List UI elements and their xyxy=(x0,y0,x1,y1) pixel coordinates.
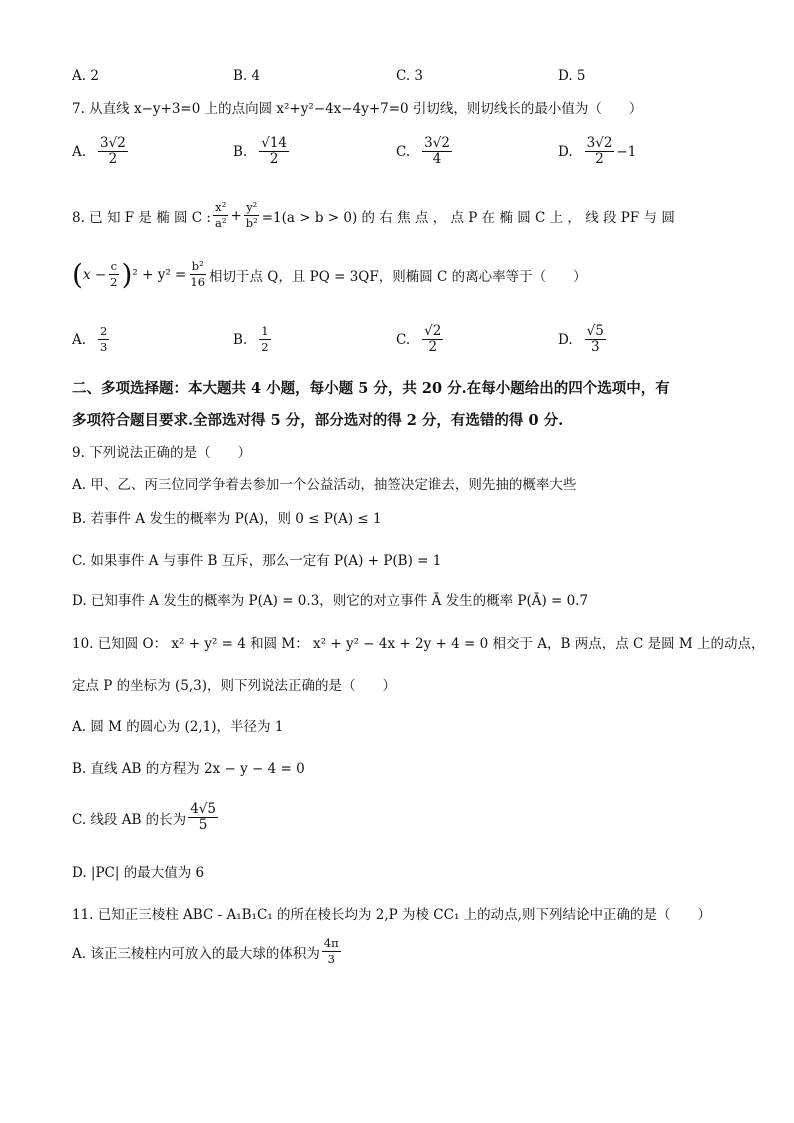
q8-option-a: A. $\frac{2}{3}$ xyxy=(72,324,108,354)
q10-option-c: C. 线段 AB 的长为 $\frac{4√5}{5}$ xyxy=(72,801,216,833)
section-heading-line2: 多项符合题目要求.全部选对得 5 分，部分选对的得 2 分，有选错的得 0 分. xyxy=(72,412,564,429)
q8-x2-over-a2: $\frac{\text{x²}}{\text{a²}}$ xyxy=(214,200,227,230)
q10-line2: 定点 P 的坐标为 (5,3)，则下列说法正确的是（ ） xyxy=(72,678,396,694)
q11-stem: 11. 已知正三棱柱 ABC - A₁B₁C₁ 的所在棱长均为 2,P 为棱 CC₁ 上的动点,则下列结论中正确的是（ ） xyxy=(72,907,711,923)
q7-option-b: B. $\frac{√14}{2}$ xyxy=(233,135,287,167)
q8-b2-over-16: $\frac{\text{b²}}{16}$ xyxy=(190,259,206,289)
q10-option-d: D. |PC| 的最大值为 6 xyxy=(72,865,205,881)
q8-y2-over-b2: $\frac{\text{y²}}{\text{b²}}$ xyxy=(245,200,258,230)
q6-option-b: B. 4 xyxy=(233,68,261,84)
q6-option-a: A. 2 xyxy=(72,68,99,84)
q9-option-d: D. 已知事件 A 发生的概率为 P(A) = 0.3，则它的对立事件 Ā 发生的概率 P(Ā) = 0.7 xyxy=(72,593,589,609)
q9-option-c: C. 如果事件 A 与事件 B 互斥，那么一定有 P(A) + P(B) = 1 xyxy=(72,553,442,569)
section-heading-line1: 二、多项选择题：本大题共 4 小题，每小题 5 分，共 20 分.在每小题给出的四个选项中，有 xyxy=(72,380,670,397)
q8-d-fraction: $\frac{√5}{3}$ xyxy=(586,323,604,355)
q7-option-a: A. $\frac{3√2}{2}$ xyxy=(72,135,126,167)
left-paren: ( xyxy=(72,258,83,291)
q11-option-a: A. 该正三棱柱内可放入的最大球的体积为 $\frac{4\pi}{3}$ xyxy=(72,936,339,966)
q9-stem: 9. 下列说法正确的是（ ） xyxy=(72,445,252,461)
q11-a-fraction: $\frac{4\pi}{3}$ xyxy=(323,936,339,966)
q10-c-fraction: $\frac{4√5}{5}$ xyxy=(190,801,216,833)
q8-b-fraction: $\frac{1}{2}$ xyxy=(261,324,269,354)
q7-c-fraction: $\frac{3√2}{4}$ xyxy=(424,135,450,167)
q8-a-fraction: $\frac{2}{3}$ xyxy=(100,324,108,354)
q8-c-fraction: $\frac{√2}{2}$ xyxy=(424,323,442,355)
q10-option-a: A. 圆 M 的圆心为 (2,1)，半径为 1 xyxy=(72,719,284,735)
q8-line1: 8. 已 知 F 是 椭 圆 C : $\frac{\text{x²}}{\text{a²}}$ + $\frac{\text{y²}}{\text{b²}}$ =1(a > b > 0) 的 右 焦 点 ， 点 P 在 椭 圆 C 上 ， 线 段 PF 与 圆 xyxy=(72,200,675,230)
q8-line2: ( x − $\frac{c}{2}$ ) ² + y² = $\frac{\text{b²}}{16}$ 相切于点 Q，且 PQ = 3QF，则椭圆 C 的离心率等于（ ） xyxy=(72,258,587,291)
q8-c-over-2: $\frac{c}{2}$ xyxy=(110,259,118,289)
q9-option-a: A. 甲、乙、丙三位同学争着去参加一个公益活动，抽签决定谁去，则先抽的概率大些 xyxy=(72,477,577,493)
q6-option-d: D. 5 xyxy=(558,68,586,84)
q7-option-c: C. $\frac{3√2}{4}$ xyxy=(396,135,450,167)
q8-option-d: D. $\frac{√5}{3}$ xyxy=(558,323,604,355)
q8-option-c: C. $\frac{√2}{2}$ xyxy=(396,323,442,355)
right-paren: ) xyxy=(121,258,133,291)
q7-stem: 7. 从直线 x−y+3=0 上的点向圆 x²+y²−4x−4y+7=0 引切线，则切线长的最小值为（ ） xyxy=(72,101,643,117)
q7-a-fraction: $\frac{3√2}{2}$ xyxy=(100,135,126,167)
q9-option-b: B. 若事件 A 发生的概率为 P(A)，则 0 ≤ P(A) ≤ 1 xyxy=(72,511,382,527)
q7-b-fraction: $\frac{√14}{2}$ xyxy=(261,135,287,167)
q7-option-d: D. $\frac{3√2}{2}$ −1 xyxy=(558,135,637,167)
q10-line1: 10. 已知圆 O： x² + y² = 4 和圆 M： x² + y² − 4x + 2y + 4 = 0 相交于 A，B 两点，点 C 是圆 M 上的动点， xyxy=(72,636,765,652)
q8-option-b: B. $\frac{1}{2}$ xyxy=(233,324,269,354)
q10-option-b: B. 直线 AB 的方程为 2x − y − 4 = 0 xyxy=(72,761,305,777)
q6-option-c: C. 3 xyxy=(396,68,424,84)
q7-d-fraction: $\frac{3√2}{2}$ xyxy=(586,135,613,167)
